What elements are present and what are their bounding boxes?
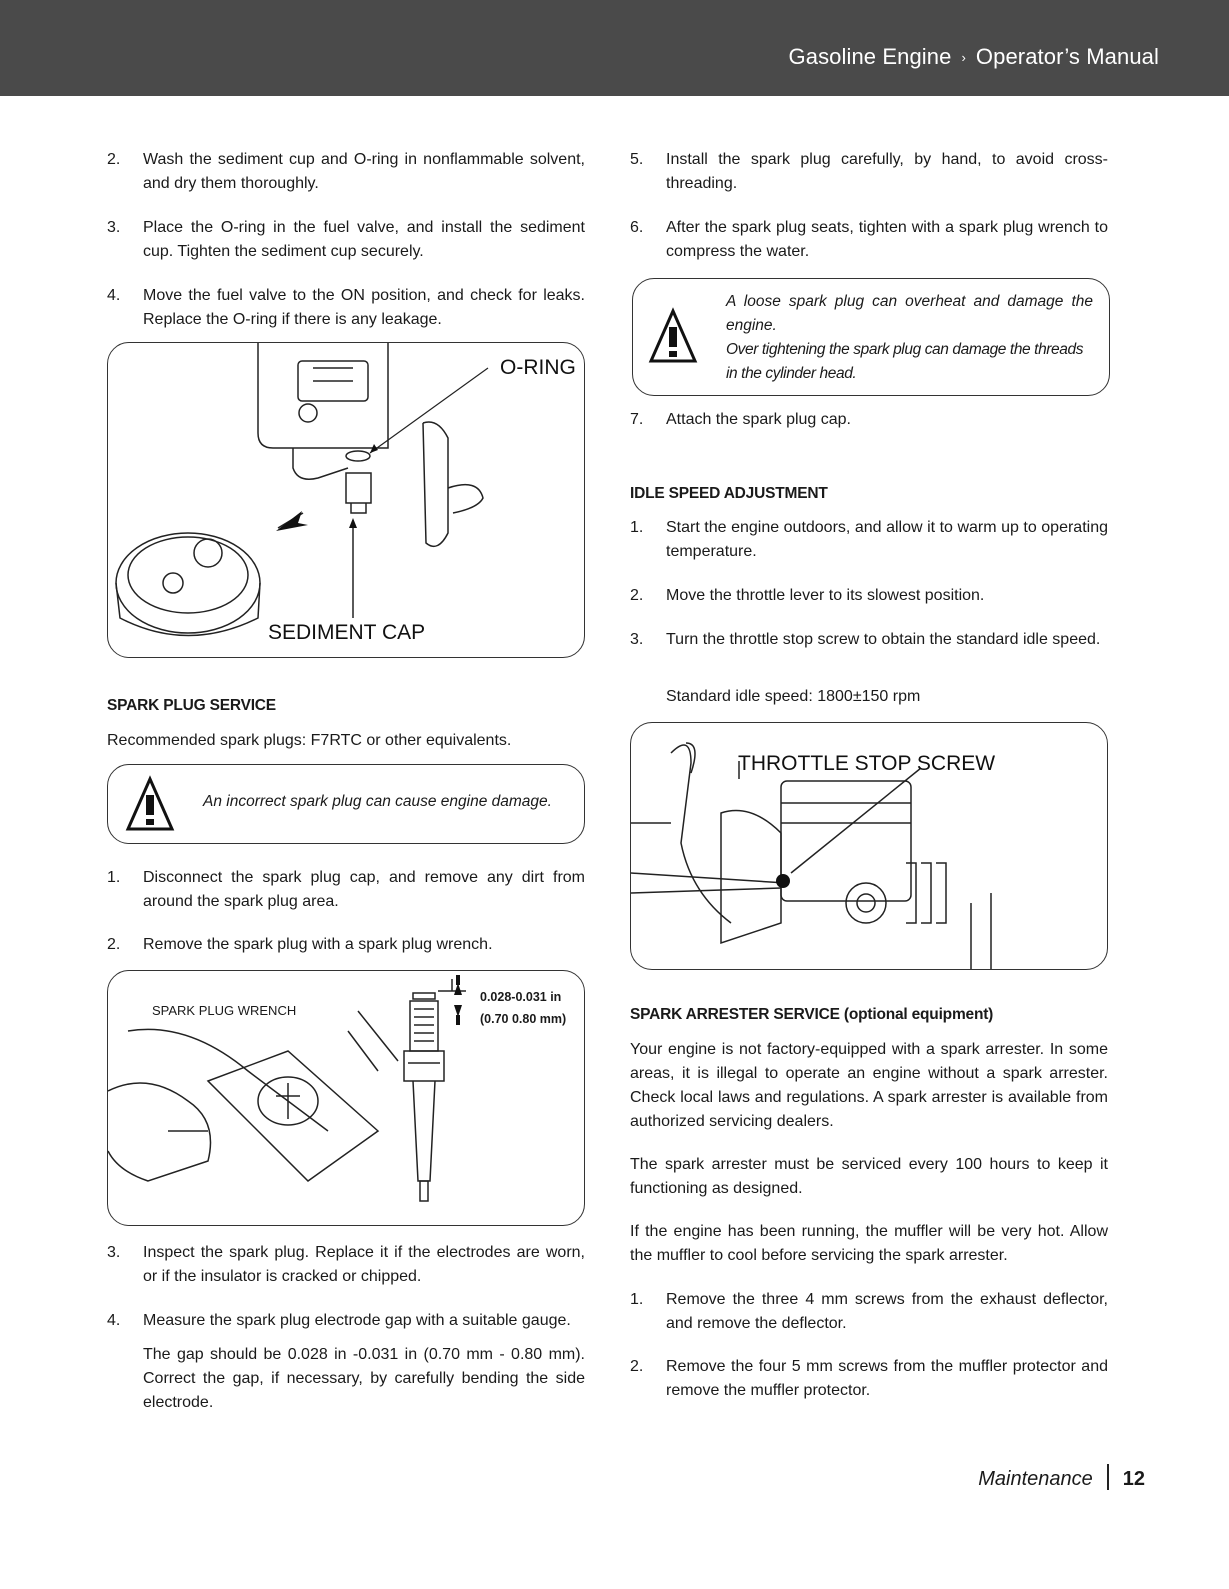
standard-idle-speed: Standard idle speed: 1800±150 rpm [666,688,921,705]
spark-plug-service-heading: SPARK PLUG SERVICE [107,697,276,714]
spark-plug-wrench-label: SPARK PLUG WRENCH [152,1003,297,1018]
page-header [0,0,1229,96]
idle-speed-heading: IDLE SPEED ADJUSTMENT [630,485,828,502]
gap-mm-label: (0.70 0.80 mm) [480,1012,567,1026]
warning-message: An incorrect spark plug can cause engine damage. [203,793,552,810]
spark-arrester-heading: SPARK ARRESTER SERVICE (optional equipment) [630,1006,994,1023]
spark-arrester-paragraph: Your engine is not factory-equipped with a spark arrester. In some areas, it is illegal to operate an engine without a spark arrester. Check local laws and regulations. A spark arrester is available from authorized servicing dealers. [630,1041,1108,1130]
recommended-spark-plugs: Recommended spark plugs: F7RTC or other equivalents. [107,732,512,749]
warning-message: Over tightening the spark plug can damage the threads in the cylinder head. [726,341,1084,382]
warning-message: A loose spark plug can overheat and damage the engine. [726,293,1093,334]
warning-icon [124,775,176,833]
throttle-stop-screw-figure [630,722,1108,970]
spark-arrester-paragraph: If the engine has been running, the muffler will be very hot. Allow the muffler to cool before servicing the spark arrester. [630,1223,1108,1264]
header-title-manual: Operator’s Manual [975,44,1159,69]
page-footer [978,1464,1145,1491]
footer-section: Maintenance [978,1468,1093,1490]
spark-plug-figure [107,970,585,1226]
header-title [789,44,1159,70]
warning-box [107,764,585,844]
throttle-stop-screw-label: THROTTLE STOP SCREW [738,752,996,775]
sediment-cap-label: SEDIMENT CAP [268,621,426,644]
gap-note: The gap should be 0.028 in -0.031 in (0.70 mm - 0.80 mm). Correct the gap, if necessary, by carefully bending the side electrode. [143,1346,585,1411]
warning-box [632,278,1110,396]
page-number: 12 [1122,1468,1145,1490]
gap-inches-label: 0.028-0.031 in [480,990,562,1004]
header-title-product: Gasoline Engine [788,44,952,69]
sediment-cup-figure [107,342,585,658]
spark-arrester-paragraph: The spark arrester must be serviced every 100 hours to keep it functioning as designed. [630,1156,1108,1197]
warning-icon [647,307,699,365]
header-separator: › [961,50,966,65]
o-ring-label: O-RING [500,356,576,379]
sediment-cup-illustration [108,343,584,657]
footer-divider [1107,1464,1109,1490]
